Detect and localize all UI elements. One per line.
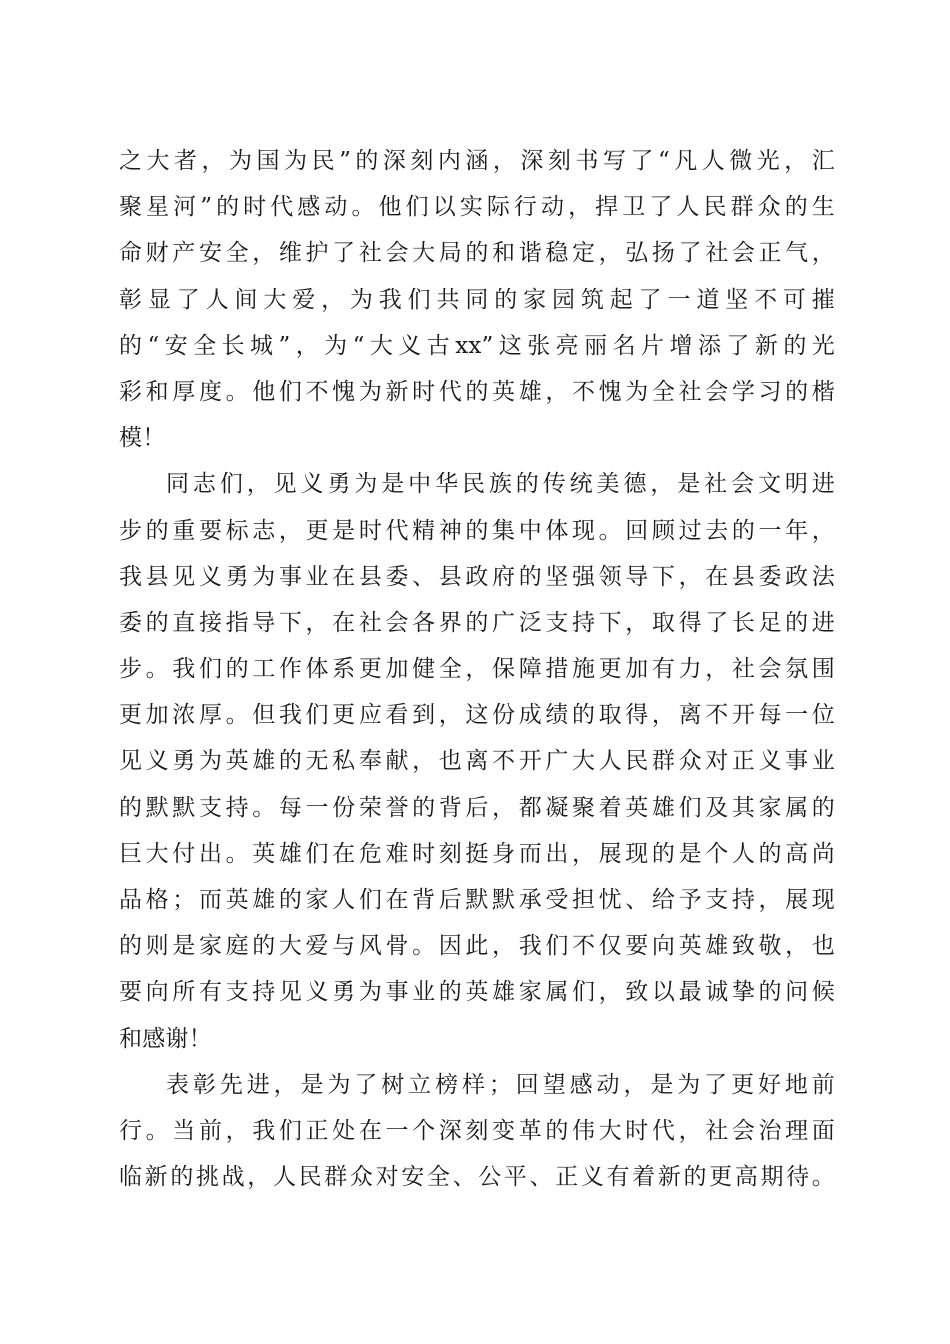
paragraph-line: 步。我们的工作体系更加健全，保障措施更加有力，社会氛围 xyxy=(119,656,835,683)
paragraph-line: 见义勇为英雄的无私奉献，也离不开广大人民群众对正义事业 xyxy=(119,748,835,775)
paragraph-line: 彩和厚度。他们不愧为新时代的英雄，不愧为全社会学习的楷 xyxy=(119,378,835,405)
paragraph-line: 临新的挑战，人民群众对安全、公平、正义有着新的更高期待。 xyxy=(119,1164,835,1191)
paragraph-line: 彰显了人间大爱，为我们共同的家园筑起了一道坚不可摧 xyxy=(119,286,835,313)
paragraph-line: 步的重要标志，更是时代精神的集中体现。回顾过去的一年， xyxy=(119,517,835,544)
paragraph-line: 行。当前，我们正处在一个深刻变革的伟大时代，社会治理面 xyxy=(119,1117,835,1144)
paragraph-line: 聚星河”的时代感动。他们以实际行动，捍卫了人民群众的生 xyxy=(119,194,835,221)
paragraph-line: 更加浓厚。但我们更应看到，这份成绩的取得，离不开每一位 xyxy=(119,702,835,729)
paragraph-line: 品格；而英雄的家人们在背后默默承受担忧、给予支持，展现 xyxy=(119,887,835,913)
paragraph-line: 之大者，为国为民”的深刻内涵，深刻书写了“凡人微光，汇 xyxy=(119,148,835,174)
paragraph-line: 我县见义勇为事业在县委、县政府的坚强领导下，在县委政法 xyxy=(119,563,835,590)
paragraph-line: 命财产安全，维护了社会大局的和谐稳定，弘扬了社会正气， xyxy=(119,240,835,267)
paragraph-1 xyxy=(119,138,835,461)
paragraph-line: 的“安全长城”，为“大义古xx”这张亮丽名片增添了新的光 xyxy=(119,332,835,359)
document-page xyxy=(119,138,835,1200)
paragraph-line: 和感谢！ xyxy=(119,1025,212,1052)
paragraph-line: 同志们，见义勇为是中华民族的传统美德，是社会文明进 xyxy=(166,471,835,498)
paragraph-line: 表彰先进，是为了树立榜样；回望感动，是为了更好地前 xyxy=(166,1071,835,1098)
paragraph-line: 模！ xyxy=(119,425,166,452)
paragraph-line: 的默默支持。每一份荣誉的背后，都凝聚着英雄们及其家属的 xyxy=(119,794,835,821)
paragraph-line: 巨大付出。英雄们在危难时刻挺身而出，展现的是个人的高尚 xyxy=(119,840,835,867)
paragraph-line: 委的直接指导下，在社会各界的广泛支持下，取得了长足的进 xyxy=(119,609,835,636)
paragraph-line: 要向所有支持见义勇为事业的英雄家属们，致以最诚挚的问候 xyxy=(119,979,835,1006)
paragraph-line: 的则是家庭的大爱与风骨。因此，我们不仅要向英雄致敬，也 xyxy=(119,933,835,960)
paragraph-3 xyxy=(119,1062,835,1201)
paragraph-2 xyxy=(119,461,835,1061)
